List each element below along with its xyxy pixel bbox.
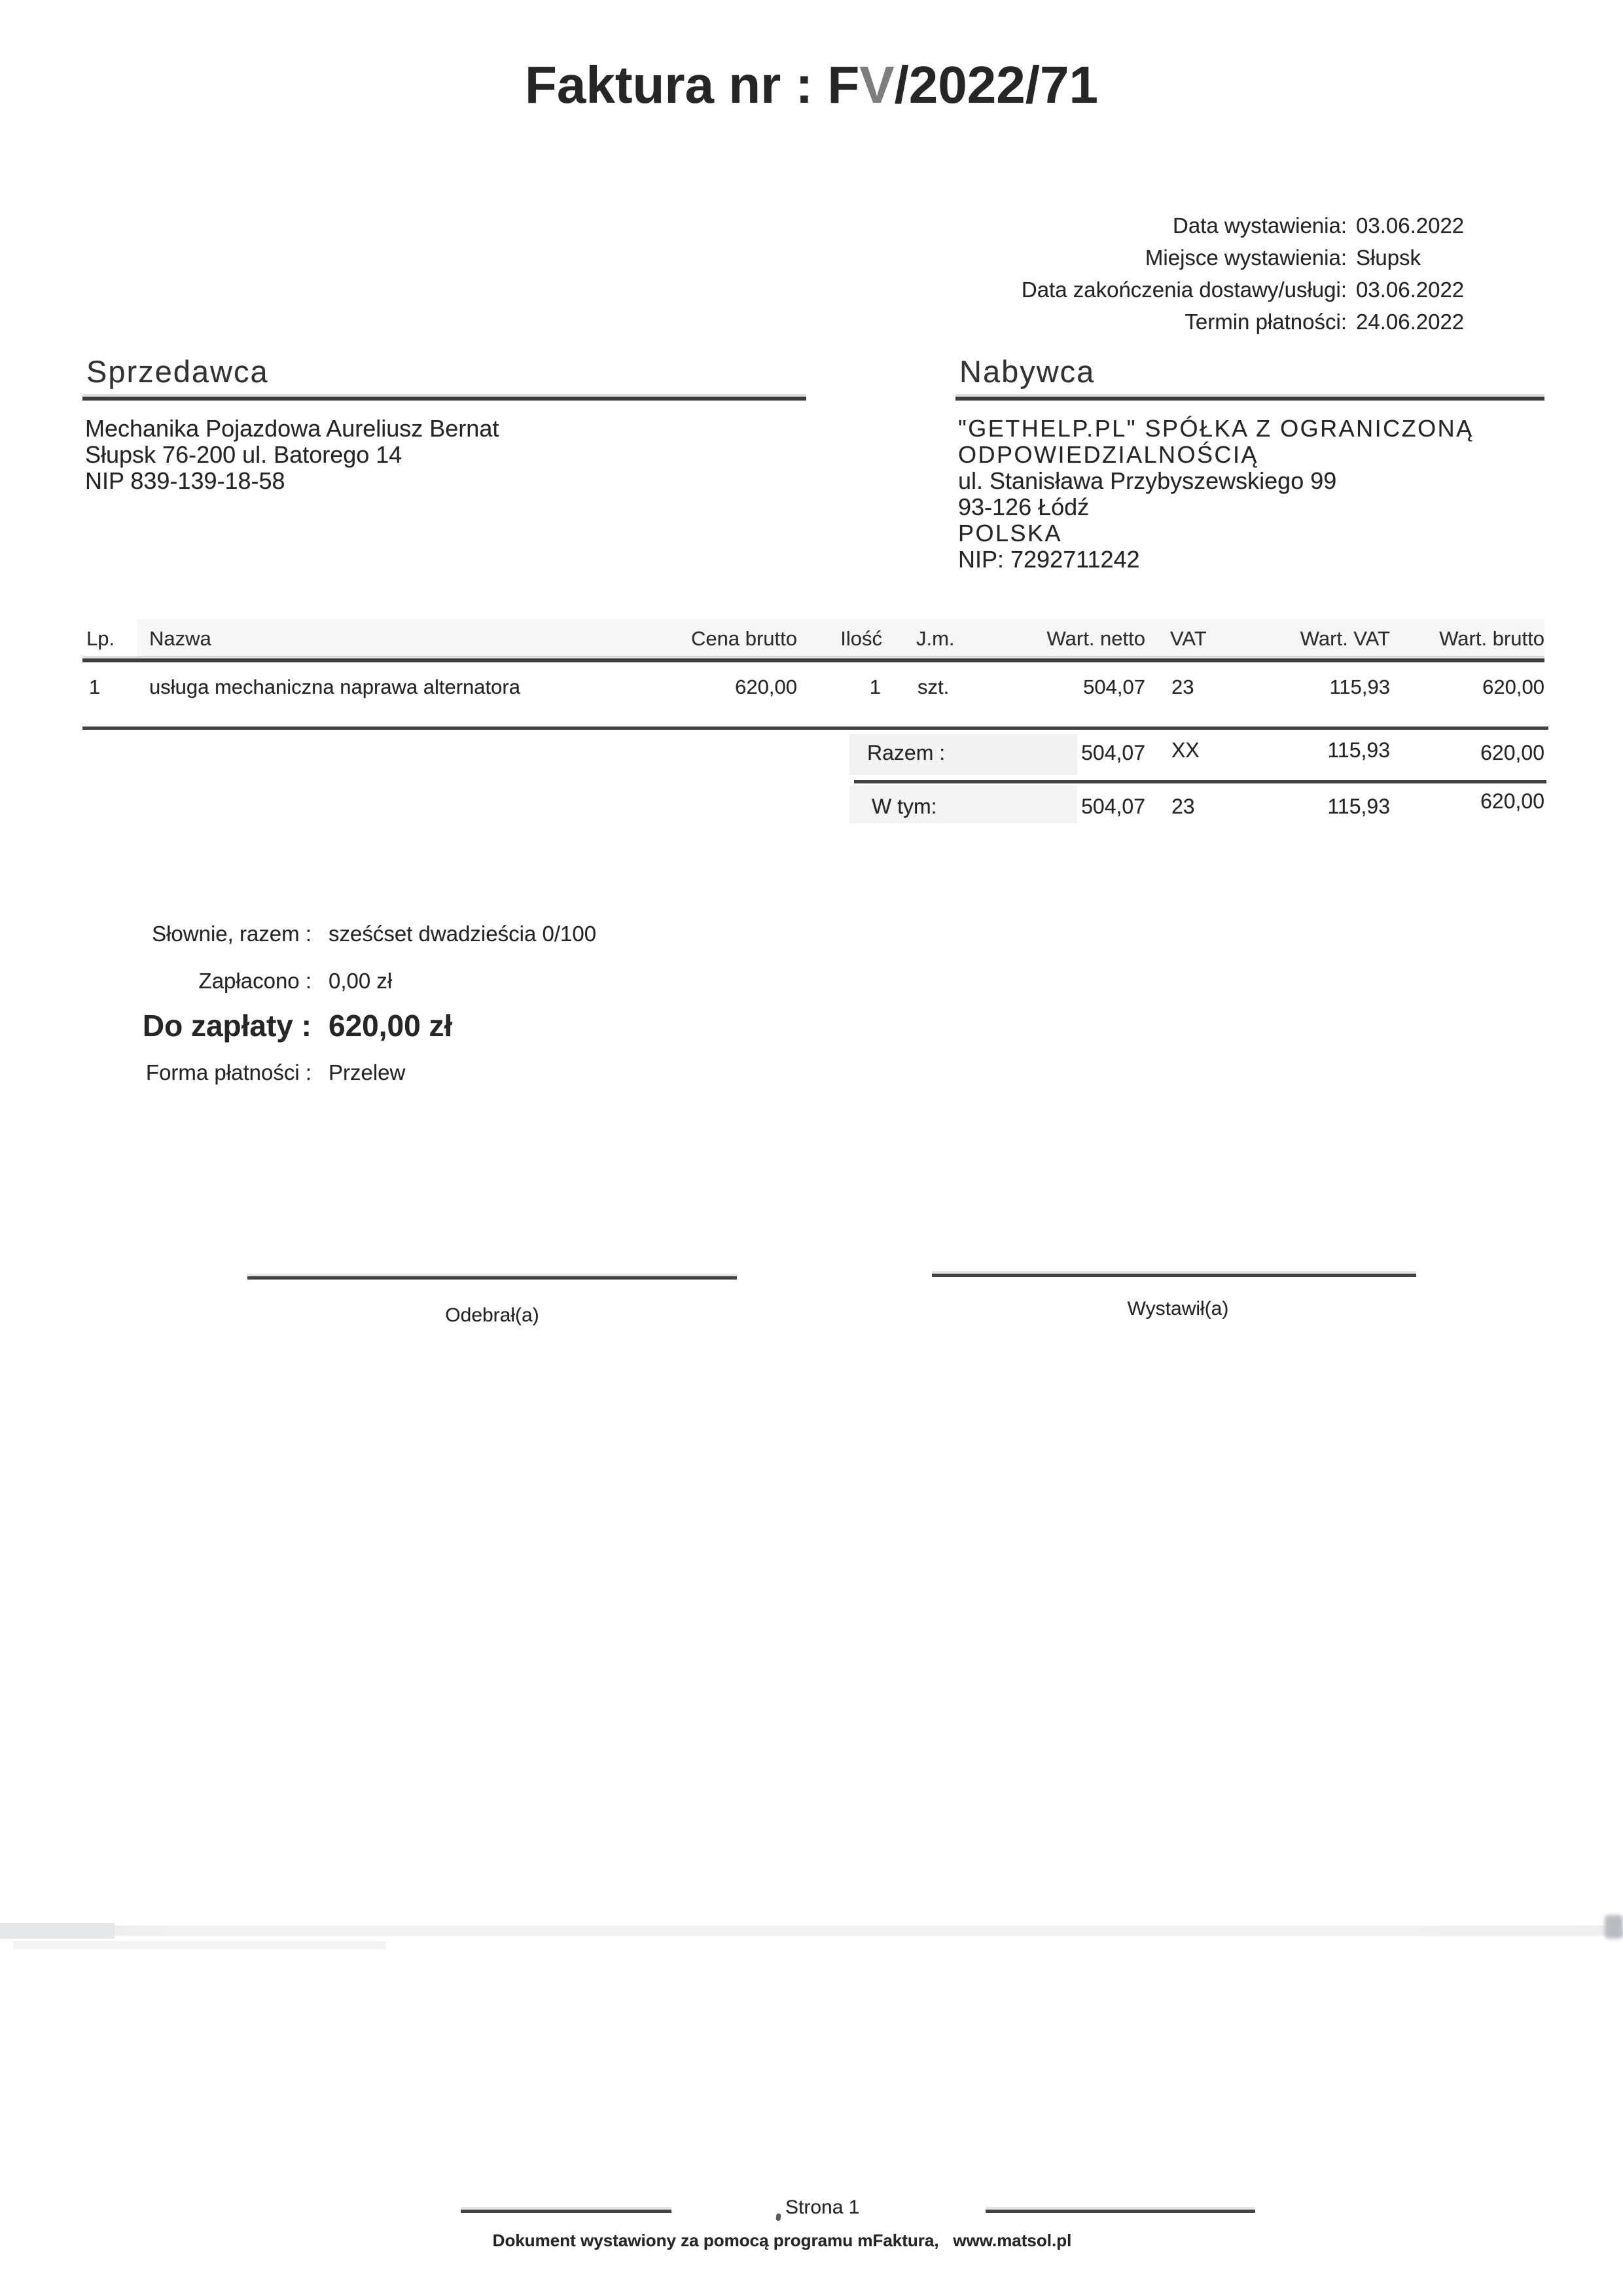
wtym-gross-value: 620,00 <box>1480 789 1544 813</box>
meta-value-delivery-date: 03.06.2022 <box>1356 278 1465 302</box>
issuer-signature-label: Wystawił(a) <box>1127 1298 1229 1319</box>
buyer-heading: Nabywca <box>959 354 1096 389</box>
header-cell-cena-brutto: Cena brutto <box>691 627 797 650</box>
signature-line-issuer <box>932 1274 1416 1277</box>
buyer-city: 93-126 Łódź <box>958 493 1090 520</box>
footer-rule-left <box>461 2210 671 2213</box>
item-vat-rate: 23 <box>1171 675 1194 698</box>
meta-label-issue-place: Miejsce wystawienia: <box>1145 245 1347 270</box>
scan-smudge-sub <box>13 1941 386 1949</box>
invoice-title-prefix: Faktura nr : F <box>525 56 860 114</box>
buyer-rule <box>955 397 1544 401</box>
razem-vat-rate: XX <box>1171 738 1200 762</box>
wtym-vat-rate: 23 <box>1171 795 1195 818</box>
wtym-vat-value: 115,93 <box>1327 795 1390 818</box>
paid-label: Zapłacono : <box>198 969 312 993</box>
header-cell-wart-brutto: Wart. brutto <box>1439 627 1544 650</box>
meta-value-payment-due: 24.06.2022 <box>1356 310 1465 334</box>
meta-label-issue-date: Data wystawienia: <box>1173 213 1347 238</box>
totals-divider-rule <box>854 780 1546 783</box>
invoice-title-v: V <box>859 56 895 114</box>
item-unit: szt. <box>918 675 950 698</box>
footer-rule-right <box>986 2210 1255 2213</box>
table-header-rule <box>82 658 1544 662</box>
meta-label-payment-due: Termin płatności: <box>1185 310 1347 334</box>
header-cell-wart-vat: Wart. VAT <box>1300 627 1390 650</box>
seller-heading: Sprzedawca <box>86 354 269 389</box>
scan-smudge-left <box>0 1923 115 1939</box>
amount-due-label: Do zapłaty : <box>142 1009 312 1043</box>
header-cell-wart-netto: Wart. netto <box>1046 627 1145 650</box>
razem-net-value: 504,07 <box>1081 741 1145 764</box>
razem-gross-value: 620,00 <box>1480 741 1544 764</box>
buyer-street: ul. Stanisława Przybyszewskiego 99 <box>958 467 1337 494</box>
receiver-signature-label: Odebrał(a) <box>445 1304 539 1326</box>
item-lp: 1 <box>89 675 101 698</box>
item-quantity: 1 <box>869 675 881 698</box>
meta-value-issue-date: 03.06.2022 <box>1356 213 1465 238</box>
meta-label-delivery-date: Data zakończenia dostawy/usługi: <box>1021 278 1347 302</box>
amount-in-words-value: sześćset dwadzieścia 0/100 <box>329 922 597 946</box>
buyer-name-line2: ODPOWIEDZIALNOŚCIĄ <box>958 441 1259 468</box>
meta-value-issue-place: Słupsk <box>1356 245 1421 270</box>
payment-method-label: Forma płatności : <box>145 1060 312 1085</box>
amount-in-words-label: Słownie, razem : <box>152 922 312 946</box>
footer-note: Dokument wystawiony za pomocą programu mFaktura, www.matsol.pl <box>492 2231 1072 2250</box>
scan-smudge-band <box>0 1926 1623 1936</box>
item-net-value: 504,07 <box>1083 675 1145 698</box>
buyer-name-line1: "GETHELP.PL" SPÓŁKA Z OGRANICZONĄ <box>958 415 1474 442</box>
header-cell-jm: J.m. <box>916 627 955 650</box>
invoice-title-suffix: /2022/71 <box>894 56 1098 114</box>
table-bottom-rule <box>82 726 1548 730</box>
buyer-nip: NIP: 7292711242 <box>958 546 1140 573</box>
item-name: usługa mechaniczna naprawa alternatora <box>149 675 520 698</box>
item-gross-value: 620,00 <box>1482 675 1544 698</box>
scan-smudge-right-blob <box>1605 1915 1623 1939</box>
seller-nip: NIP 839-139-18-58 <box>85 467 285 494</box>
wtym-net-value: 504,07 <box>1081 795 1145 818</box>
scan-dot-artifact <box>776 2214 781 2221</box>
amount-due-value: 620,00 zł <box>329 1009 453 1043</box>
seller-address: Słupsk 76-200 ul. Batorego 14 <box>85 441 402 468</box>
payment-method-value: Przelew <box>329 1060 406 1085</box>
razem-vat-value: 115,93 <box>1327 738 1390 762</box>
header-cell-ilosc: Ilość <box>840 627 882 650</box>
item-vat-value: 115,93 <box>1329 675 1390 698</box>
paid-value: 0,00 zł <box>329 969 393 993</box>
signature-line-receiver <box>247 1276 737 1280</box>
razem-label: Razem : <box>867 741 946 764</box>
header-cell-vat: VAT <box>1170 627 1207 650</box>
invoice-title <box>0 55 1623 115</box>
footer-page-label: Strona 1 <box>785 2197 860 2218</box>
seller-name: Mechanika Pojazdowa Aureliusz Bernat <box>85 415 499 442</box>
item-gross-price: 620,00 <box>735 675 797 698</box>
seller-rule <box>82 397 806 401</box>
header-cell-nazwa: Nazwa <box>149 627 211 650</box>
wtym-label: W tym: <box>872 795 937 818</box>
buyer-country: POLSKA <box>958 520 1063 547</box>
header-cell-lp: Lp. <box>86 627 115 650</box>
